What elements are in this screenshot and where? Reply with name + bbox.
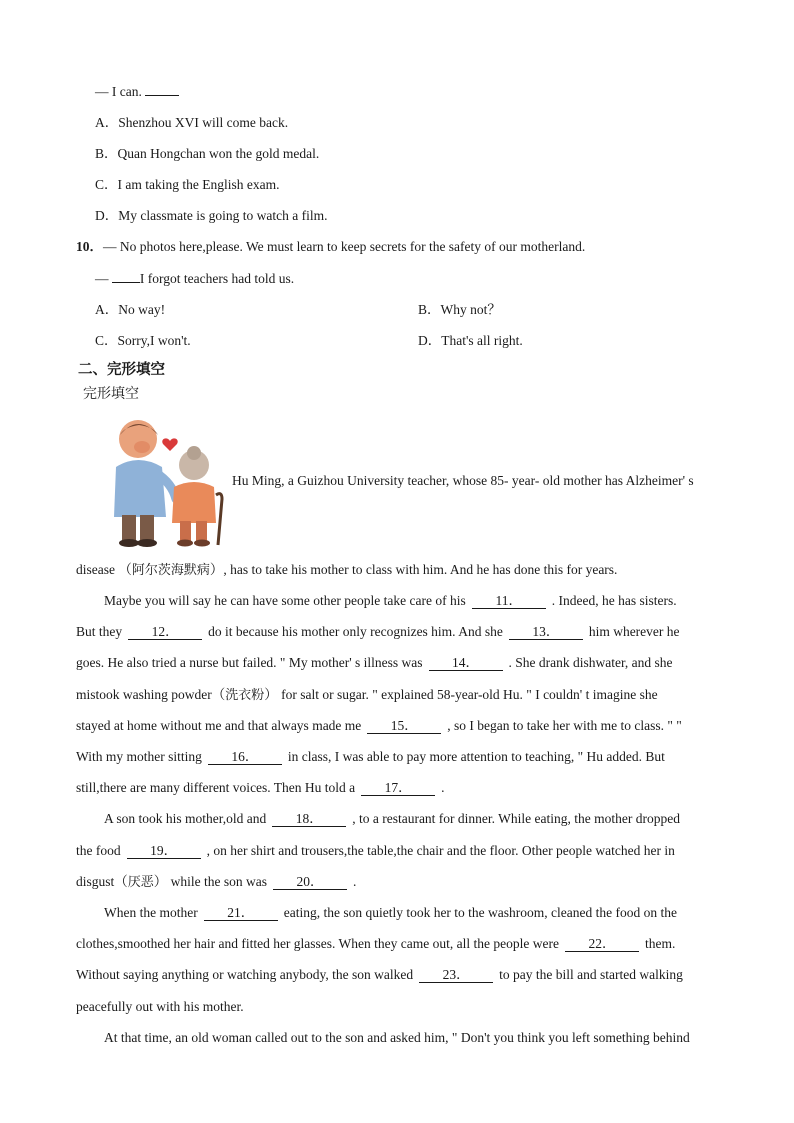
q10-option-a[interactable]: A．No way! bbox=[95, 302, 166, 317]
passage-line: When the mother 21． eating, the son quietly took her to the washroom, cleaned the food on the bbox=[104, 905, 677, 920]
elderly-couple-illustration-icon bbox=[108, 417, 226, 547]
answer-blank-14[interactable]: 14． bbox=[429, 656, 503, 671]
section-title: 二、完形填空 bbox=[78, 362, 165, 378]
passage-line: the food 19． , on her shirt and trousers,the table,the chair and the floor. Other people watched her in bbox=[76, 843, 675, 858]
passage-line: clothes,smoothed her hair and fitted her glasses. When they came out, all the people were 22． them. bbox=[76, 936, 676, 951]
passage-line: disgust（厌恶） while the son was 20． . bbox=[76, 874, 357, 890]
section-subtitle: 完形填空 bbox=[83, 386, 139, 402]
answer-blank-19[interactable]: 19． bbox=[127, 844, 201, 859]
answer-blank-13[interactable]: 13． bbox=[509, 625, 583, 640]
passage-line: Maybe you will say he can have some other people take care of his 11． . Indeed, he has sisters. bbox=[104, 593, 677, 608]
q10-stem: 10．— No photos here,please. We must learn to keep secrets for the safety of our motherland. bbox=[76, 239, 586, 254]
passage-line: But they 12． do it because his mother only recognizes him. And she 13． him wherever he bbox=[76, 624, 680, 639]
answer-blank-11[interactable]: 11． bbox=[472, 594, 546, 609]
answer-blank-22[interactable]: 22． bbox=[565, 937, 639, 952]
q9-option-d[interactable]: D．My classmate is going to watch a film. bbox=[95, 208, 328, 223]
passage-line: disease （阿尔茨海默病）, has to take his mother to class with him. And he has done this for years. bbox=[76, 562, 618, 578]
passage-line: A son took his mother,old and 18． , to a restaurant for dinner. While eating, the mother dropped bbox=[104, 811, 680, 826]
passage-line: goes. He also tried a nurse but failed. " My mother' s illness was 14． . She drank dishwater, and she bbox=[76, 655, 673, 670]
q10-number: 10． bbox=[76, 239, 103, 254]
q10-option-c[interactable]: C．Sorry,I won't. bbox=[95, 333, 191, 348]
answer-blank-18[interactable]: 18． bbox=[272, 812, 346, 827]
answer-blank-12[interactable]: 12． bbox=[128, 625, 202, 640]
passage-line: peacefully out with his mother. bbox=[76, 999, 244, 1014]
q9-option-a[interactable]: A．Shenzhou XVI will come back. bbox=[95, 115, 289, 130]
passage-line: mistook washing powder（洗衣粉） for salt or sugar. " explained 58-year-old Hu. " I couldn' t imagine she bbox=[76, 687, 658, 703]
answer-blank-23[interactable]: 23． bbox=[419, 968, 493, 983]
answer-blank-17[interactable]: 17． bbox=[361, 781, 435, 796]
passage-line: Without saying anything or watching anybody, the son walked 23． to pay the bill and started walking bbox=[76, 967, 683, 982]
q10-reply: — I forgot teachers had told us. bbox=[95, 271, 295, 286]
answer-blank[interactable] bbox=[145, 95, 179, 96]
passage-line: stayed at home without me and that always made me 15． , so I began to take her with me to class. " " bbox=[76, 718, 682, 733]
q10-option-d[interactable]: D．That's all right. bbox=[418, 333, 523, 348]
passage-line: With my mother sitting 16． in class, I was able to pay more attention to teaching, " Hu added. But bbox=[76, 749, 665, 764]
answer-blank-16[interactable]: 16． bbox=[208, 750, 282, 765]
answer-blank-20[interactable]: 20． bbox=[273, 875, 347, 890]
answer-blank[interactable] bbox=[112, 282, 140, 283]
passage-line: At that time, an old woman called out to the son and asked him, " Don't you think you left something behind bbox=[104, 1030, 690, 1045]
answer-blank-15[interactable]: 15． bbox=[367, 719, 441, 734]
q9-prompt: — I can. bbox=[95, 83, 179, 101]
q9-option-b[interactable]: B．Quan Hongchan won the gold medal. bbox=[95, 146, 320, 161]
passage-line: still,there are many different voices. Then Hu told a 17． . bbox=[76, 780, 445, 795]
q9-option-c[interactable]: C．I am taking the English exam. bbox=[95, 177, 280, 192]
passage-line: Hu Ming, a Guizhou University teacher, whose 85- year- old mother has Alzheimer' s bbox=[232, 473, 694, 488]
answer-blank-21[interactable]: 21． bbox=[204, 906, 278, 921]
q10-option-b[interactable]: B．Why not？ bbox=[418, 302, 501, 317]
